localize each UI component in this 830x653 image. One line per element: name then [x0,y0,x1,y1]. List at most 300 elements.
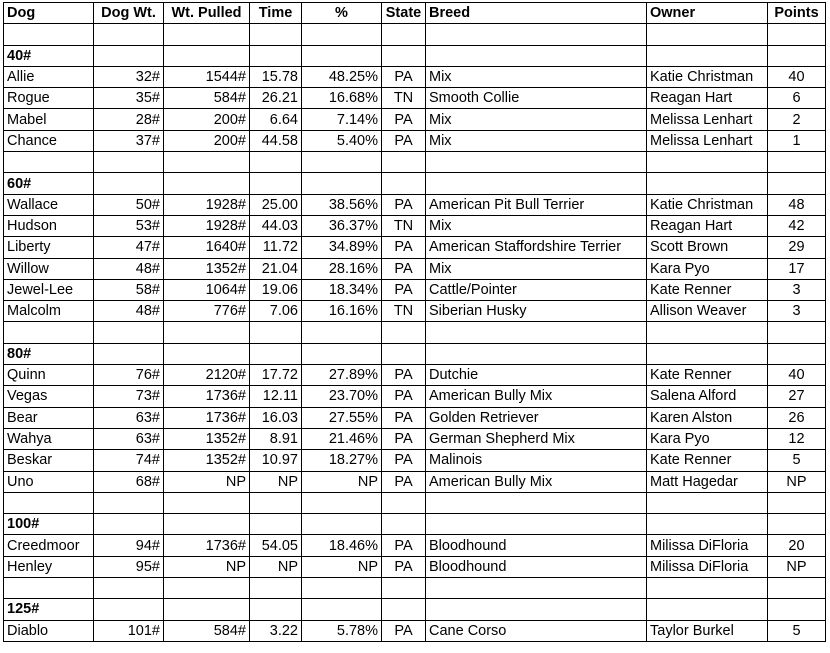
cell-time: 19.06 [250,279,302,300]
cell-state: PA [382,130,426,151]
cell-points: 17 [768,258,826,279]
empty-cell [164,514,250,535]
empty-cell [94,152,164,173]
cell-breed: Bloodhound [426,556,647,577]
empty-cell [647,343,768,364]
cell-state: TN [382,88,426,109]
cell-breed: Dutchie [426,365,647,386]
class-label-row [4,45,826,66]
cell-percent: 7.14% [302,109,382,130]
empty-cell [250,578,302,599]
cell-weight-pulled: 2120# [164,365,250,386]
cell-percent: 28.16% [302,258,382,279]
cell-state: PA [382,535,426,556]
cell-percent: 23.70% [302,386,382,407]
table-row [4,620,826,641]
cell-owner: Kara Pyo [647,428,768,449]
cell-dog-weight: 48# [94,301,164,322]
spacer-row [4,578,826,599]
cell-state: PA [382,620,426,641]
cell-percent: 18.27% [302,450,382,471]
header-state: State [382,3,426,24]
empty-cell [768,599,826,620]
cell-breed: Mix [426,258,647,279]
empty-cell [4,322,94,343]
empty-cell [94,173,164,194]
class-label-row [4,173,826,194]
class-label-row [4,343,826,364]
cell-owner: Katie Christman [647,66,768,87]
cell-dog: Uno [4,471,94,492]
cell-points: 12 [768,428,826,449]
cell-weight-pulled: 1352# [164,428,250,449]
empty-cell [426,343,647,364]
table-row [4,471,826,492]
empty-cell [4,152,94,173]
empty-cell [302,578,382,599]
cell-dog-weight: 58# [94,279,164,300]
empty-cell [164,599,250,620]
empty-cell [94,514,164,535]
cell-dog: Mabel [4,109,94,130]
empty-cell [647,173,768,194]
cell-state: PA [382,428,426,449]
cell-percent: NP [302,556,382,577]
cell-dog: Wallace [4,194,94,215]
empty-cell [4,492,94,513]
cell-breed: Mix [426,66,647,87]
header-points: Points [768,3,826,24]
cell-state: PA [382,556,426,577]
cell-time: 26.21 [250,88,302,109]
table-row [4,279,826,300]
cell-breed: Mix [426,109,647,130]
cell-owner: Taylor Burkel [647,620,768,641]
empty-cell [382,24,426,45]
cell-weight-pulled: 1640# [164,237,250,258]
cell-weight-pulled: 1736# [164,535,250,556]
cell-time: 17.72 [250,365,302,386]
cell-owner: Karen Alston [647,407,768,428]
cell-dog: Liberty [4,237,94,258]
cell-percent: 16.68% [302,88,382,109]
cell-state: PA [382,450,426,471]
cell-points: 29 [768,237,826,258]
empty-cell [94,599,164,620]
cell-state: PA [382,66,426,87]
weight-class-label: 100# [4,514,94,535]
empty-cell [768,578,826,599]
cell-weight-pulled: 1352# [164,450,250,471]
empty-cell [768,322,826,343]
table-row [4,66,826,87]
cell-owner: Reagan Hart [647,88,768,109]
empty-cell [250,45,302,66]
cell-percent: 21.46% [302,428,382,449]
empty-cell [768,45,826,66]
cell-dog: Henley [4,556,94,577]
empty-cell [250,514,302,535]
cell-points: 3 [768,301,826,322]
cell-time: 44.03 [250,215,302,236]
empty-cell [302,514,382,535]
cell-weight-pulled: 584# [164,620,250,641]
empty-cell [94,24,164,45]
table-row [4,365,826,386]
cell-time: 8.91 [250,428,302,449]
cell-percent: 16.16% [302,301,382,322]
table-row [4,428,826,449]
cell-dog-weight: 94# [94,535,164,556]
cell-owner: Katie Christman [647,194,768,215]
cell-dog-weight: 35# [94,88,164,109]
cell-dog: Bear [4,407,94,428]
cell-state: PA [382,386,426,407]
table-body [4,24,826,642]
cell-owner: Milissa DiFloria [647,556,768,577]
empty-cell [426,24,647,45]
cell-dog: Vegas [4,386,94,407]
cell-dog: Wahya [4,428,94,449]
cell-weight-pulled: 1352# [164,258,250,279]
cell-breed: Siberian Husky [426,301,647,322]
table-row [4,407,826,428]
cell-dog-weight: 74# [94,450,164,471]
empty-cell [94,343,164,364]
table-row [4,215,826,236]
empty-cell [426,578,647,599]
empty-cell [768,173,826,194]
cell-breed: Mix [426,130,647,151]
empty-cell [768,492,826,513]
empty-cell [647,45,768,66]
cell-dog: Creedmoor [4,535,94,556]
cell-dog-weight: 95# [94,556,164,577]
cell-owner: Melissa Lenhart [647,109,768,130]
empty-cell [426,599,647,620]
cell-owner: Salena Alford [647,386,768,407]
empty-cell [768,152,826,173]
weight-class-label: 80# [4,343,94,364]
cell-time: 25.00 [250,194,302,215]
empty-cell [647,24,768,45]
cell-breed: Mix [426,215,647,236]
cell-percent: 18.46% [302,535,382,556]
empty-cell [94,578,164,599]
empty-cell [426,45,647,66]
cell-percent: 18.34% [302,279,382,300]
cell-time: 44.58 [250,130,302,151]
empty-cell [94,492,164,513]
empty-cell [426,514,647,535]
table-row [4,88,826,109]
cell-state: PA [382,471,426,492]
empty-cell [302,45,382,66]
class-label-row [4,514,826,535]
cell-dog: Jewel-Lee [4,279,94,300]
spacer-row [4,24,826,45]
cell-time: 6.64 [250,109,302,130]
cell-weight-pulled: NP [164,556,250,577]
cell-weight-pulled: 200# [164,109,250,130]
empty-cell [302,173,382,194]
spacer-row [4,322,826,343]
empty-cell [250,343,302,364]
spacer-row [4,152,826,173]
cell-owner: Kara Pyo [647,258,768,279]
cell-dog-weight: 37# [94,130,164,151]
cell-state: TN [382,301,426,322]
empty-cell [164,152,250,173]
cell-percent: 5.78% [302,620,382,641]
cell-percent: 34.89% [302,237,382,258]
results-table [3,2,826,642]
table-row [4,535,826,556]
cell-weight-pulled: NP [164,471,250,492]
empty-cell [4,578,94,599]
cell-state: PA [382,365,426,386]
cell-owner: Matt Hagedar [647,471,768,492]
empty-cell [302,24,382,45]
cell-dog-weight: 28# [94,109,164,130]
cell-points: NP [768,471,826,492]
cell-state: PA [382,258,426,279]
empty-cell [382,322,426,343]
cell-points: 20 [768,535,826,556]
cell-weight-pulled: 1064# [164,279,250,300]
cell-weight-pulled: 1736# [164,386,250,407]
cell-dog-weight: 63# [94,428,164,449]
cell-weight-pulled: 584# [164,88,250,109]
cell-percent: NP [302,471,382,492]
cell-points: NP [768,556,826,577]
cell-breed: Smooth Collie [426,88,647,109]
table-row [4,109,826,130]
empty-cell [302,492,382,513]
empty-cell [302,343,382,364]
empty-cell [94,45,164,66]
cell-time: 11.72 [250,237,302,258]
empty-cell [647,492,768,513]
cell-owner: Scott Brown [647,237,768,258]
empty-cell [94,322,164,343]
cell-breed: Cattle/Pointer [426,279,647,300]
empty-cell [164,322,250,343]
empty-cell [426,152,647,173]
cell-dog-weight: 101# [94,620,164,641]
cell-time: 7.06 [250,301,302,322]
empty-cell [164,578,250,599]
cell-owner: Reagan Hart [647,215,768,236]
cell-owner: Allison Weaver [647,301,768,322]
empty-cell [382,492,426,513]
empty-cell [768,343,826,364]
cell-points: 5 [768,620,826,641]
empty-cell [4,24,94,45]
empty-cell [164,492,250,513]
cell-points: 2 [768,109,826,130]
header-time: Time [250,3,302,24]
table-row [4,130,826,151]
cell-dog: Chance [4,130,94,151]
cell-dog-weight: 53# [94,215,164,236]
table-row [4,301,826,322]
empty-cell [647,322,768,343]
cell-weight-pulled: 1928# [164,215,250,236]
cell-dog-weight: 32# [94,66,164,87]
cell-dog: Rogue [4,88,94,109]
cell-state: PA [382,407,426,428]
empty-cell [647,578,768,599]
cell-breed: Golden Retriever [426,407,647,428]
header-owner: Owner [647,3,768,24]
empty-cell [164,45,250,66]
empty-cell [382,45,426,66]
table-row [4,386,826,407]
empty-cell [302,322,382,343]
cell-percent: 27.89% [302,365,382,386]
cell-breed: American Pit Bull Terrier [426,194,647,215]
cell-weight-pulled: 1928# [164,194,250,215]
header-percent: % [302,3,382,24]
empty-cell [250,322,302,343]
cell-owner: Kate Renner [647,365,768,386]
cell-owner: Kate Renner [647,450,768,471]
empty-cell [426,322,647,343]
cell-weight-pulled: 200# [164,130,250,151]
cell-dog-weight: 47# [94,237,164,258]
cell-owner: Melissa Lenhart [647,130,768,151]
cell-points: 6 [768,88,826,109]
empty-cell [302,152,382,173]
empty-cell [250,24,302,45]
cell-percent: 5.40% [302,130,382,151]
table-row [4,450,826,471]
cell-dog-weight: 48# [94,258,164,279]
cell-dog: Beskar [4,450,94,471]
cell-time: 54.05 [250,535,302,556]
cell-time: 21.04 [250,258,302,279]
weight-class-label: 40# [4,45,94,66]
cell-state: PA [382,279,426,300]
cell-dog: Diablo [4,620,94,641]
empty-cell [382,599,426,620]
cell-owner: Kate Renner [647,279,768,300]
table-row [4,194,826,215]
cell-dog-weight: 76# [94,365,164,386]
cell-dog-weight: 63# [94,407,164,428]
cell-breed: American Bully Mix [426,386,647,407]
class-label-row [4,599,826,620]
empty-cell [426,492,647,513]
cell-points: 26 [768,407,826,428]
empty-cell [250,152,302,173]
cell-points: 3 [768,279,826,300]
cell-dog: Quinn [4,365,94,386]
empty-cell [302,599,382,620]
cell-breed: German Shepherd Mix [426,428,647,449]
cell-breed: American Bully Mix [426,471,647,492]
cell-dog-weight: 73# [94,386,164,407]
cell-percent: 38.56% [302,194,382,215]
empty-cell [382,578,426,599]
cell-breed: Malinois [426,450,647,471]
empty-cell [382,514,426,535]
header-dog: Dog [4,3,94,24]
cell-time: NP [250,471,302,492]
cell-state: PA [382,237,426,258]
empty-cell [382,343,426,364]
cell-dog-weight: 68# [94,471,164,492]
cell-time: 3.22 [250,620,302,641]
empty-cell [164,173,250,194]
cell-percent: 36.37% [302,215,382,236]
cell-weight-pulled: 776# [164,301,250,322]
cell-points: 42 [768,215,826,236]
cell-breed: Bloodhound [426,535,647,556]
header-row [4,3,826,24]
cell-dog: Hudson [4,215,94,236]
cell-points: 40 [768,66,826,87]
cell-breed: American Staffordshire Terrier [426,237,647,258]
cell-dog-weight: 50# [94,194,164,215]
weight-class-label: 125# [4,599,94,620]
cell-state: PA [382,194,426,215]
empty-cell [768,514,826,535]
cell-time: 10.97 [250,450,302,471]
header-weight-pulled: Wt. Pulled [164,3,250,24]
empty-cell [382,152,426,173]
cell-points: 1 [768,130,826,151]
cell-time: NP [250,556,302,577]
cell-time: 15.78 [250,66,302,87]
table-row [4,237,826,258]
cell-percent: 48.25% [302,66,382,87]
cell-dog: Malcolm [4,301,94,322]
empty-cell [647,514,768,535]
cell-owner: Milissa DiFloria [647,535,768,556]
cell-state: PA [382,109,426,130]
empty-cell [164,24,250,45]
empty-cell [647,599,768,620]
cell-dog: Willow [4,258,94,279]
cell-weight-pulled: 1544# [164,66,250,87]
table-row [4,258,826,279]
empty-cell [250,173,302,194]
empty-cell [647,152,768,173]
cell-weight-pulled: 1736# [164,407,250,428]
header-breed: Breed [426,3,647,24]
cell-breed: Cane Corso [426,620,647,641]
header-dog-weight: Dog Wt. [94,3,164,24]
empty-cell [250,599,302,620]
empty-cell [250,492,302,513]
cell-points: 48 [768,194,826,215]
spacer-row [4,492,826,513]
cell-points: 5 [768,450,826,471]
cell-points: 40 [768,365,826,386]
cell-points: 27 [768,386,826,407]
empty-cell [164,343,250,364]
cell-state: TN [382,215,426,236]
cell-percent: 27.55% [302,407,382,428]
empty-cell [768,24,826,45]
cell-time: 16.03 [250,407,302,428]
weight-class-label: 60# [4,173,94,194]
cell-dog: Allie [4,66,94,87]
empty-cell [382,173,426,194]
cell-time: 12.11 [250,386,302,407]
